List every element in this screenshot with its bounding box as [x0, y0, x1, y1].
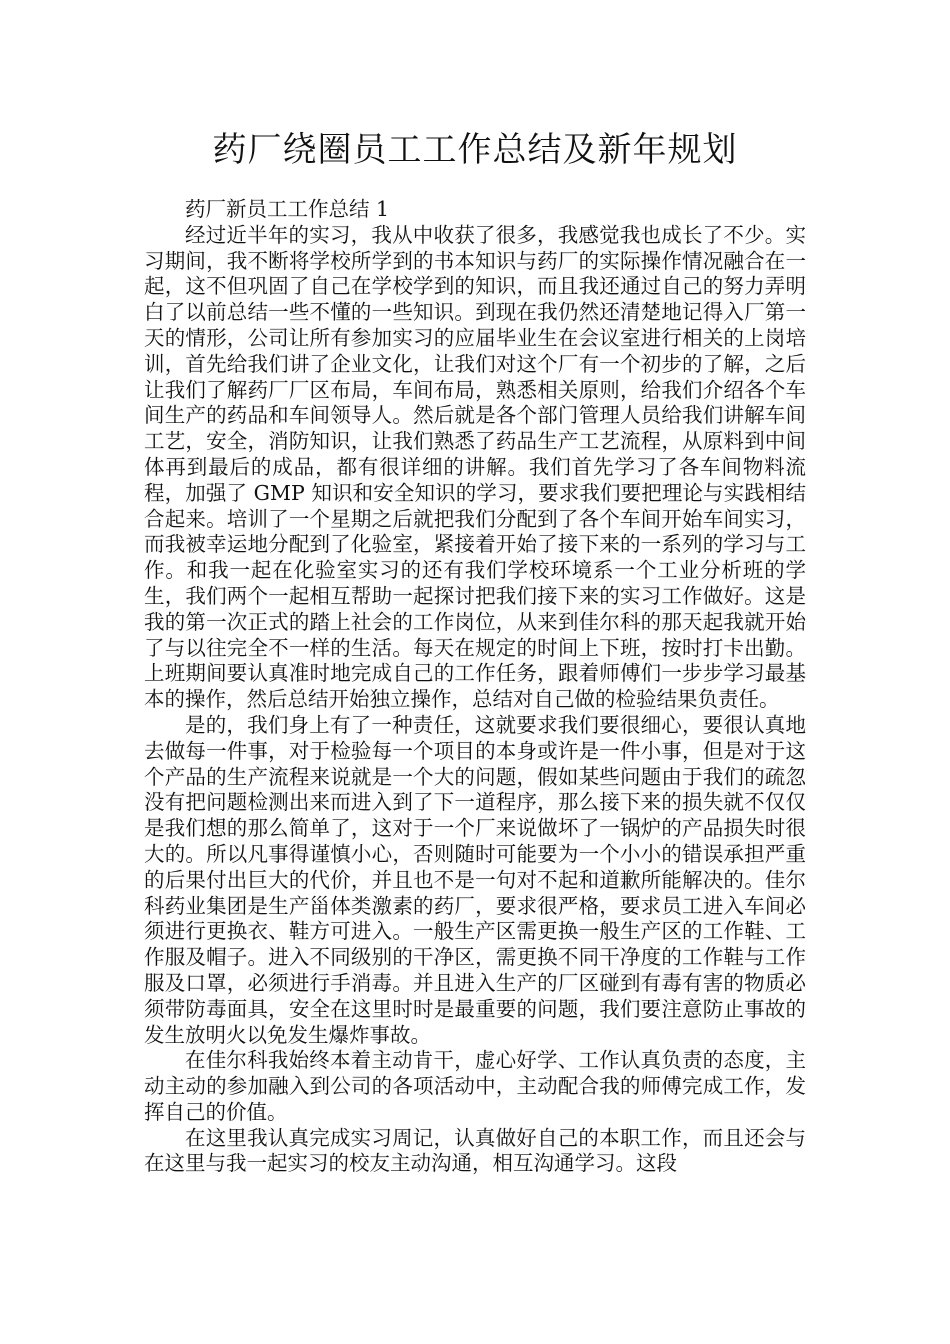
- paragraph: 在佳尔科我始终本着主动肯干，虚心好学、工作认真负责的态度，主动主动的参加融入到公司的各项活动中，主动配合我的师傅完成工作，发挥自己的价值。: [144, 1048, 806, 1124]
- paragraph: 经过近半年的实习，我从中收获了很多，我感觉我也成长了不少。实习期间，我不断将学校所学到的书本知识与药厂的实际操作情况融合在一起，这不但巩固了自己在学校学到的知识，而且我还通过自己的努力弄明白了以前总结一些不懂的一些知识。到现在我仍然还清楚地记得入厂第一天的情形，公司让所有参加实习的应届毕业生在会议室进行相关的上岗培训，首先给我们讲了企业文化，让我们对这个厂有一个初步的了解，之后让我们了解药厂厂区布局，车间布局，熟悉相关原则，给我们介绍各个车间生产的药品和车间领导人。然后就是各个部门管理人员给我们讲解车间工艺，安全，消防知识，让我们熟悉了药品生产工艺流程，从原料到中间体再到最后的成品，都有很详细的讲解。我们首先学习了各车间物料流程，加强了 GMP 知识和安全知识的学习，要求我们要把理论与实践相结合起来。培训了一个星期之后就把我们分配到了各个车间开始车间实习，而我被幸运地分配到了化验室，紧接着开始了接下来的一系列的学习与工作。和我一起在化验室实习的还有我们学校环境系一个工业分析班的学生，我们两个一起相互帮助一起探讨把我们接下来的实习工作做好。这是我的第一次正式的踏上社会的工作岗位，从来到佳尔科的那天起我就开始了与以往完全不一样的生活。每天在规定的时间上下班，按时打卡出勤。上班期间要认真准时地完成自己的工作任务，跟着师傅们一步步学习最基本的操作，然后总结开始独立操作，总结对自己做的检验结果负责任。: [144, 222, 806, 712]
- section-subtitle: 药厂新员工工作总结 1: [185, 197, 390, 221]
- paragraph: 是的，我们身上有了一种责任，这就要求我们要很细心，要很认真地去做每一件事，对于检验每一个项目的本身或许是一件小事，但是对于这个产品的生产流程来说就是一个大的问题，假如某些问题由于我们的疏忽没有把问题检测出来而进入到了下一道程序，那么接下来的损失就不仅仅是我们想的那么简单了，这对于一个厂来说做坏了一锅炉的产品损失时很大的。所以凡事得谨慎小心，否则随时可能要为一个小小的错误承担严重的后果付出巨大的代价，并且也不是一句对不起和道歉所能解决的。佳尔科药业集团是生产甾体类激素的药厂，要求很严格，要求员工进入车间必须进行更换衣、鞋方可进入。一般生产区需更换一般生产区的工作鞋、工作服及帽子。进入不同级别的干净区，需更换不同干净度的工作鞋与工作服及口罩，必须进行手消毒。并且进入生产的厂区碰到有毒有害的物质必须带防毒面具，安全在这里时时是最重要的问题，我们要注意防止事故的发生放明火以免发生爆炸事故。: [144, 712, 806, 1047]
- document-body: [144, 197, 806, 1177]
- document-title: 药厂绕圈员工工作总结及新年规划: [212, 130, 738, 170]
- paragraph: 在这里我认真完成实习周记，认真做好自己的本职工作，而且还会与在这里与我一起实习的校友主动沟通，相互沟通学习。这段: [144, 1125, 806, 1176]
